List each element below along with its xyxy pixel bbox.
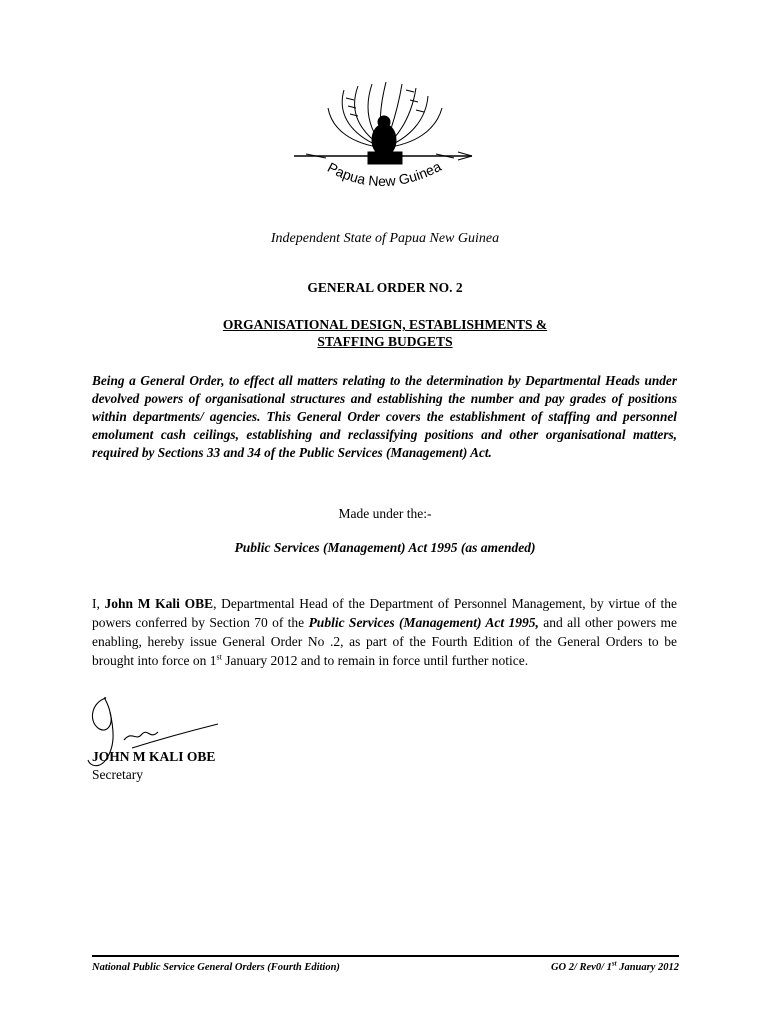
- declaration-paragraph: [92, 594, 677, 670]
- act-title: Public Services (Management) Act 1995 (as amended): [234, 540, 536, 555]
- made-under-label: Made under the:-: [338, 506, 432, 521]
- order-title-line-2: STAFFING BUDGETS: [317, 334, 453, 349]
- footer-rule: [92, 955, 679, 957]
- declarant-name: John M Kali OBE: [104, 596, 214, 611]
- declaration-sup: st: [216, 652, 222, 662]
- declaration-part-3: January 2012 and to remain in force until further notice.: [221, 653, 529, 668]
- png-emblem-icon: [286, 78, 482, 208]
- order-title: [0, 316, 770, 350]
- footer-left-text: National Public Service General Orders (Fourth Edition): [92, 962, 340, 973]
- signer-title: Secretary: [92, 767, 143, 782]
- order-number: GENERAL ORDER NO. 2: [307, 280, 463, 295]
- signer-name: JOHN M KALI OBE: [92, 749, 216, 764]
- order-title-line-1: ORGANISATIONAL DESIGN, ESTABLISHMENTS &: [222, 317, 548, 332]
- footer-right-post: January 2012: [616, 962, 679, 973]
- footer-right-pre: GO 2/ Rev0/ 1: [550, 962, 612, 973]
- declaration-act: Public Services (Management) Act 1995,: [308, 615, 539, 630]
- declaration-part-2: and all other powers me enabling, hereby issue General Order No .2, as part of the Fourth Edition of the General Orders to be brought into force on 1: [92, 615, 677, 668]
- state-line: Independent State of Papua New Guinea: [270, 231, 500, 246]
- preamble-paragraph: Being a General Order, to effect all matters relating to the determination by Departmental Heads under devolved powers of organisational structures and establishing the number and pay grades of positions within departments/ agencies. This General Order covers the establishment of staffing and personnel emolument cash ceilings, establishing and reclassifying positions and other organisational matters, required by Sections 33 and 34 of the Public Services (Management) Act.: [92, 373, 677, 460]
- declaration-part-1: , Departmental Head of the Department of Personnel Management, by virtue of the powers conferred by Section 70 of the: [92, 596, 677, 630]
- footer-right-text: [550, 959, 679, 973]
- footer-right-sup: st: [611, 959, 617, 968]
- declaration-intro: I,: [92, 596, 105, 611]
- svg-text:Papua New Guinea: Papua New Guinea: [324, 158, 444, 190]
